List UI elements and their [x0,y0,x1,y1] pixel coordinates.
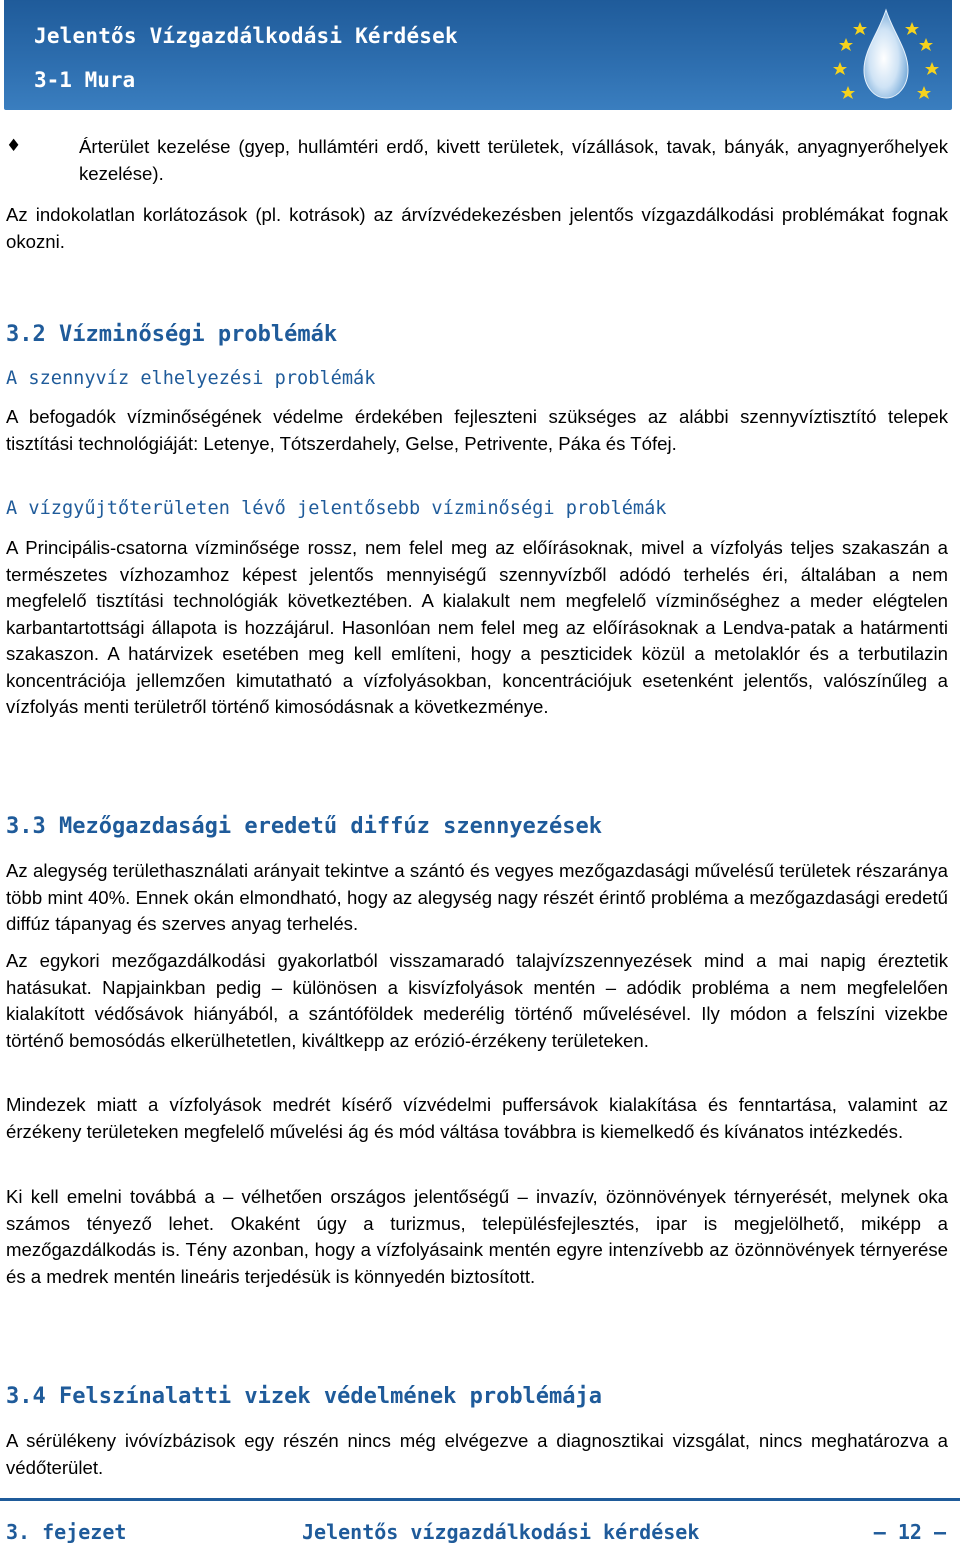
section-3-4-paragraph: A sérülékeny ivóvízbázisok egy részén nincs még elvégezve a diagnosztikai vizsgálat, nincs meghatározva a védőterület. [6,1430,948,1478]
footer-page-number: — 12 — [873,1520,946,1544]
eu-water-drop-logo-icon [816,4,956,108]
section-3-3-heading: 3.3 Mezőgazdasági eredetű diffúz szennyezések [6,814,603,839]
bullet-text: Árterület kezelése (gyep, hullámtéri erdő, kivett területek, vízállások, tavak, bányák, anyagnyerőhelyek kezelése). [79,136,948,184]
page-footer [6,1520,946,1548]
footer-chapter: 3. fejezet [6,1520,127,1544]
header-subtitle: 3-1 Mura [34,68,136,92]
section-3-2-heading: 3.2 Vízminőségi problémák [6,322,338,347]
section-3-3-paragraph-3: Mindezek miatt a vízfolyások medrét kísérő vízvédelmi puffersávok kialakítása és fenntartása, valamint az érzékeny területeken megfelelő művelési ág és mód váltása továbbra is kiemelkedő és kívánatos intézkedés. [6,1094,948,1142]
footer-divider [0,1498,960,1501]
intro-paragraph: Az indokolatlan korlátozások (pl. kotrások) az árvízvédekezésben jelentős vízgazdálkodási problémákat fognak okozni. [6,204,948,252]
section-3-3-paragraph-2: Az egykori mezőgazdálkodási gyakorlatból visszamaradó talajvízszennyezések mind a mai napig éreztetik hatásukat. Napjainkban pedig – különösen a kisvízfolyások mentén – adódik probléma a nem megfelelően kialakított védősávok hiányából, a szántóföldek mederélig történő művelésével. Ily módon a felszíni vizekbe történő bemosódás elkerülhetetlen, kiváltkepp az erózió-érzékeny területeken. [6,950,948,1051]
section-3-3-paragraph-1: Az alegység területhasználati arányait tekintve a szántó és vegyes mezőgazdasági művelésű területek részaránya több mint 40%. Ennek okán elmondható, hogy az alegység nagy részét érintő probléma a mezőgazdasági eredetű diffúz tápanyag és szerves anyag terhelés. [6,860,948,934]
section-3-2-subheading-1: A szennyvíz elhelyezési problémák [6,368,376,389]
page-header [4,0,952,110]
section-3-2-subheading-2: A vízgyűjtőterületen lévő jelentősebb vízminőségi problémák [6,498,667,519]
section-3-2-paragraph-2: A Principális-csatorna vízminősége rossz, nem felel meg az előírásoknak, mivel a vízfolyás teljes szakaszán a természetes vízhozamhoz képest jelentős mennyiségű szennyvízből adódó terhelés éri, általában a nem megfelelő tisztítási technológiák következtében. A kialakult nem megfelelő vízminőséghez a meder elégtelen karbantartottsági állapota is hozzájárul. Hasonlóan nem felel meg az előírásoknak a Lendva-patak a határmenti szakaszon. A határvizek esetében meg kell említeni, hogy a peszticidek közül a metolaklór és a terbutilazin koncentrációja jellemzően kimutatható a vízfolyásokban, koncentrációjuk esetenként jelentős, valószínűleg a vízfolyás menti területről történő kimosódásnak a következménye. [6,537,948,717]
section-3-2-paragraph-1: A befogadók vízminőségének védelme érdekében fejleszteni szükséges az alábbi szennyvíztisztító telepek tisztítási technológiáját: Letenye, Tótszerdahely, Gelse, Petrivente, Páka és Tófej. [6,406,948,454]
bullet-icon: ♦ [6,136,22,156]
section-3-3-paragraph-4: Ki kell emelni továbbá a – vélhetően országos jelentőségű – invazív, özönnövények térnyerését, melynek oka számos tényező lehet. Okaként úgy a turizmus, településfejlesztés, ipar is megjelölhető, miképp a mezőgazdálkodás is. Tény azonban, hogy a vízfolyásaink mentén egyre intenzívebb az özönnövények térnyerése és a medrek mentén lineáris terjedésük is könnyedén biztosított. [6,1186,948,1287]
header-title: Jelentős Vízgazdálkodási Kérdések [34,24,458,48]
section-3-4-heading: 3.4 Felszínalatti vizek védelmének problémája [6,1384,603,1409]
footer-title: Jelentős vízgazdálkodási kérdések [302,1520,700,1544]
